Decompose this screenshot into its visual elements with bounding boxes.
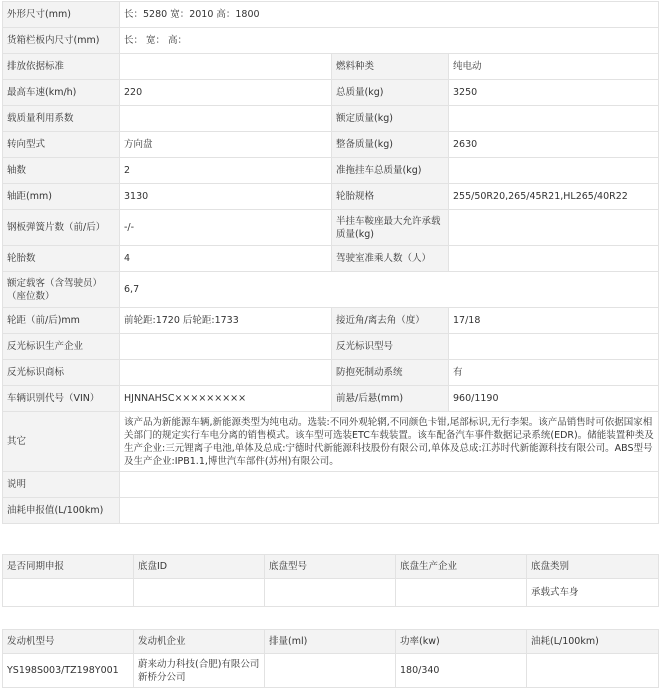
spec-row xyxy=(3,132,659,158)
field-label: 外形尺寸(mm) xyxy=(3,2,120,28)
field-value xyxy=(120,334,332,360)
field-label: 排量(ml) xyxy=(265,630,396,654)
field-label: 轮胎数 xyxy=(3,246,120,272)
spec-row xyxy=(3,210,659,246)
field-value xyxy=(120,472,659,498)
spec-row xyxy=(3,386,659,412)
field-label: 最高车速(km/h) xyxy=(3,80,120,106)
field-label: 载质量利用系数 xyxy=(3,106,120,132)
spec-row xyxy=(3,308,659,334)
chassis-row xyxy=(3,555,659,579)
field-value xyxy=(449,158,659,184)
field-label: 反光标识生产企业 xyxy=(3,334,120,360)
field-label: 整备质量(kg) xyxy=(332,132,449,158)
field-label: 轴距(mm) xyxy=(3,184,120,210)
field-label: 油耗申报值(L/100km) xyxy=(3,498,120,524)
vehicle-spec-table xyxy=(2,1,659,524)
spec-row xyxy=(3,412,659,472)
field-value: 4 xyxy=(120,246,332,272)
field-label: 驾驶室准乘人数（人） xyxy=(332,246,449,272)
field-value: 960/1190 xyxy=(449,386,659,412)
spec-row xyxy=(3,158,659,184)
field-value: 长： 宽： 高： xyxy=(120,28,659,54)
engine-row xyxy=(3,630,659,654)
field-value xyxy=(449,334,659,360)
field-value: 前轮距:1720 后轮距:1733 xyxy=(120,308,332,334)
field-label: 发动机企业 xyxy=(134,630,265,654)
field-value: 3250 xyxy=(449,80,659,106)
field-value: 3130 xyxy=(120,184,332,210)
field-value xyxy=(120,498,659,524)
spec-row xyxy=(3,246,659,272)
field-value xyxy=(449,246,659,272)
field-label: 轮胎规格 xyxy=(332,184,449,210)
field-value xyxy=(120,54,332,80)
field-label: 燃料种类 xyxy=(332,54,449,80)
field-value xyxy=(120,106,332,132)
field-label: 其它 xyxy=(3,412,120,472)
field-label: 货箱栏板内尺寸(mm) xyxy=(3,28,120,54)
engine-table xyxy=(2,629,659,688)
field-label: 额定载客（含驾驶员）（座位数） xyxy=(3,272,120,308)
chassis-table xyxy=(2,554,659,607)
spec-row xyxy=(3,28,659,54)
field-value xyxy=(265,579,396,607)
field-label: 底盘生产企业 xyxy=(396,555,527,579)
field-value: -/- xyxy=(120,210,332,246)
field-label: 前悬/后悬(mm) xyxy=(332,386,449,412)
field-label: 接近角/离去角（度） xyxy=(332,308,449,334)
field-label: 总质量(kg) xyxy=(332,80,449,106)
field-value: 长：5280 宽：2010 高：1800 xyxy=(120,2,659,28)
field-value xyxy=(527,654,659,688)
field-label: 排放依据标准 xyxy=(3,54,120,80)
field-label: 油耗(L/100km) xyxy=(527,630,659,654)
field-label: 轮距（前/后)mm xyxy=(3,308,120,334)
field-label: 反光标识商标 xyxy=(3,360,120,386)
field-label: 钢板弹簧片数（前/后） xyxy=(3,210,120,246)
field-value xyxy=(120,360,332,386)
field-value: 方向盘 xyxy=(120,132,332,158)
field-label: 底盘类别 xyxy=(527,555,659,579)
field-label: 准拖挂车总质量(kg) xyxy=(332,158,449,184)
spec-row xyxy=(3,472,659,498)
field-value: YS198S003/TZ198Y001 xyxy=(3,654,134,688)
field-value xyxy=(265,654,396,688)
field-value xyxy=(396,579,527,607)
field-label: 半挂车鞍座最大允许承载质量(kg) xyxy=(332,210,449,246)
field-label: 防抱死制动系统 xyxy=(332,360,449,386)
field-value: 255/50R20,265/45R21,HL265/40R22 xyxy=(449,184,659,210)
spec-row xyxy=(3,54,659,80)
field-value: 180/340 xyxy=(396,654,527,688)
chassis-row xyxy=(3,579,659,607)
field-label: 底盘型号 xyxy=(265,555,396,579)
field-label: 额定质量(kg) xyxy=(332,106,449,132)
spec-row xyxy=(3,498,659,524)
field-value xyxy=(449,210,659,246)
spec-row xyxy=(3,106,659,132)
spec-row xyxy=(3,80,659,106)
spec-row xyxy=(3,360,659,386)
field-value: 有 xyxy=(449,360,659,386)
field-label: 车辆识别代号（VIN） xyxy=(3,386,120,412)
field-value: 2630 xyxy=(449,132,659,158)
field-label: 是否同期申报 xyxy=(3,555,134,579)
field-label: 功率(kw) xyxy=(396,630,527,654)
field-value: 纯电动 xyxy=(449,54,659,80)
field-value: 220 xyxy=(120,80,332,106)
field-value: 2 xyxy=(120,158,332,184)
spec-row xyxy=(3,184,659,210)
field-label: 转向型式 xyxy=(3,132,120,158)
field-value: 蔚来动力科技(合肥)有限公司新桥分公司 xyxy=(134,654,265,688)
spec-row xyxy=(3,2,659,28)
field-label: 说明 xyxy=(3,472,120,498)
field-value: 该产品为新能源车辆,新能源类型为纯电动。选装:不同外观轮辋,不同颜色卡钳,尾部标识,无行李架。该产品销售时可依据国家相关部门的规定实行车电分离的销售模式。该车型可选装ETC车载装置。该车配备汽车事件数据记录系统(EDR)。储能装置种类及生产企业:三元锂离子电池,单体及总成:宁德时代新能源科技股份有限公司,单体及总成:江苏时代新能源科技有限公司。ABS型号及生产企业:IPB1.1,博世汽车部件(苏州)有限公司。 xyxy=(120,412,659,472)
engine-row xyxy=(3,654,659,688)
field-value: 6,7 xyxy=(120,272,659,308)
spec-row xyxy=(3,334,659,360)
field-value: 承载式车身 xyxy=(527,579,659,607)
field-value xyxy=(449,106,659,132)
spec-row xyxy=(3,272,659,308)
field-value: 17/18 xyxy=(449,308,659,334)
field-label: 底盘ID xyxy=(134,555,265,579)
field-value: HJNNAHSC××××××××× xyxy=(120,386,332,412)
field-value xyxy=(134,579,265,607)
field-label: 发动机型号 xyxy=(3,630,134,654)
field-label: 轴数 xyxy=(3,158,120,184)
field-label: 反光标识型号 xyxy=(332,334,449,360)
field-value xyxy=(3,579,134,607)
